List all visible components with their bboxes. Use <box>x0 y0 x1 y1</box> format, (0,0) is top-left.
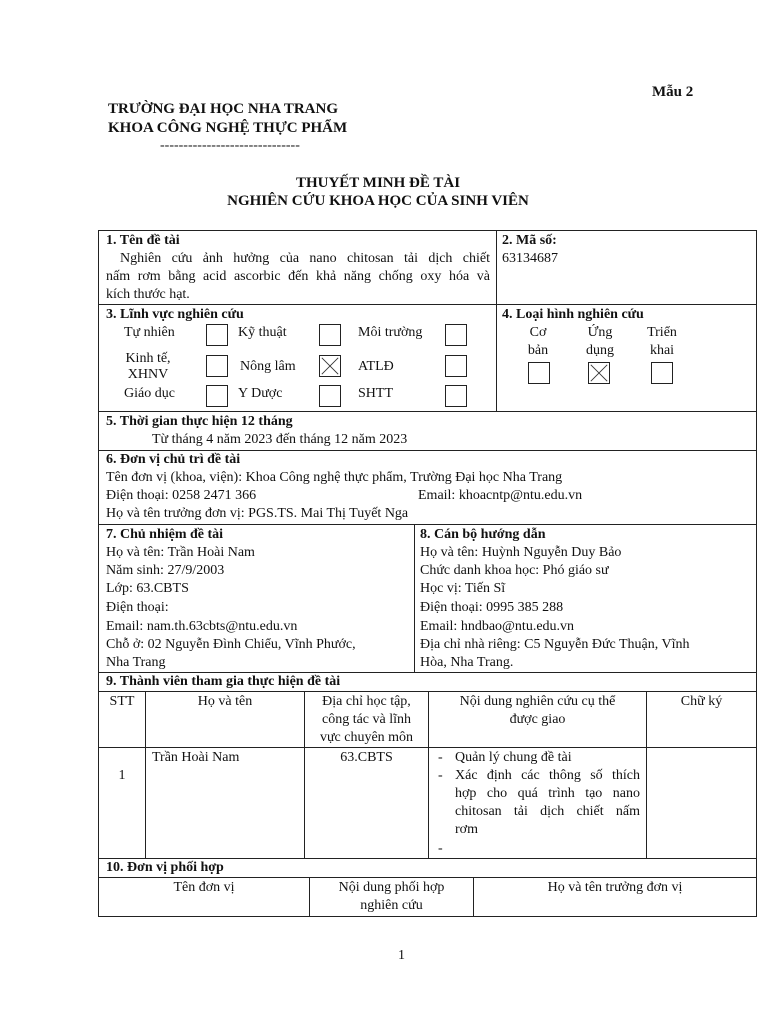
advisor-address-line1: Địa chỉ nhà riêng: C5 Nguyễn Đức Thuận, Vĩnh <box>420 637 690 652</box>
title-line2: NGHIÊN CỨU KHOA HỌC CỦA SINH VIÊN <box>227 193 529 209</box>
section-4-heading: 4. Loại hình nghiên cứu <box>502 307 644 322</box>
section-8-heading: 8. Cán bộ hướng dẫn <box>420 527 546 542</box>
member-stt: 1 <box>118 768 126 783</box>
section-2-heading: 2. Mã số: <box>502 233 557 248</box>
advisor-phone: Điện thoại: 0995 385 288 <box>420 600 564 615</box>
checkbox-shtt[interactable] <box>445 385 467 407</box>
field-label-ky-thuat: Kỹ thuật <box>238 325 287 340</box>
col-addr-label-1: Địa chỉ học tập, <box>322 694 411 709</box>
checkbox-moi-truong[interactable] <box>445 324 467 346</box>
leader-dob: Năm sinh: 27/9/2003 <box>106 563 225 578</box>
leader-address-line1: Chỗ ở: 02 Nguyễn Đình Chiểu, Vĩnh Phước, <box>106 637 356 652</box>
host-phone: Điện thoại: 0258 2471 366 <box>106 488 257 503</box>
member-addr: 63.CBTS <box>340 750 393 765</box>
field-label-moi-truong: Môi trường <box>358 325 423 340</box>
section-7-heading: 7. Chủ nhiệm đề tài <box>106 527 224 542</box>
section-1-heading: 1. Tên đề tài <box>106 233 180 248</box>
task-1: Quản lý chung đề tài <box>455 750 572 765</box>
checkbox-atld[interactable] <box>445 355 467 377</box>
type-label-ung-dung-2: dụng <box>586 343 614 358</box>
faculty-name: KHOA CÔNG NGHỆ THỰC PHẨM <box>108 120 348 136</box>
col-addr-label-3: vực chuyên môn <box>319 730 414 745</box>
topic-title-line2: nấm rơm bằng acid ascorbic đến khả năng chống oxy hóa và <box>106 269 490 284</box>
section-10-heading: 10. Đơn vị phối hợp <box>106 860 224 875</box>
form-code: Mẫu 2 <box>652 84 694 100</box>
task-2-line3: chitosan tải dịch chiết nấm <box>455 804 640 819</box>
advisor-address-line2: Hòa, Nha Trang. <box>420 655 514 670</box>
partner-col-content-1: Nội dung phối hợp <box>338 880 445 895</box>
col-addr-label-2: công tác và lĩnh <box>321 712 412 727</box>
section-3-heading: 3. Lĩnh vực nghiên cứu <box>106 307 244 322</box>
col-content-label-2: được giao <box>509 712 566 727</box>
duration-value: Từ tháng 4 năm 2023 đến tháng 12 năm 2023 <box>152 432 408 447</box>
leader-email: Email: nam.th.63cbts@ntu.edu.vn <box>106 619 298 634</box>
checkbox-ky-thuat[interactable] <box>319 324 341 346</box>
school-name: TRƯỜNG ĐẠI HỌC NHA TRANG <box>108 101 339 117</box>
field-label-tu-nhien: Tự nhiên <box>124 325 175 340</box>
type-label-ung-dung-1: Ứng <box>587 325 613 340</box>
field-label-kinh-te-line1: Kinh tế, <box>125 351 171 366</box>
task-bullet-2: - <box>438 768 443 783</box>
field-label-y-duoc: Y Dược <box>238 386 283 401</box>
host-head: Họ và tên trưởng đơn vị: PGS.TS. Mai Thị Tuyết Nga <box>106 506 409 521</box>
checkbox-y-duoc[interactable] <box>319 385 341 407</box>
task-2-line4: rơm <box>455 822 478 837</box>
task-bullet-1: - <box>438 750 443 765</box>
checkbox-nong-lam-checked[interactable] <box>319 355 341 377</box>
task-bullet-3: - <box>438 841 443 856</box>
field-label-nong-lam: Nông lâm <box>240 359 296 374</box>
col-stt-label: STT <box>109 694 135 709</box>
title-line1: THUYẾT MINH ĐỀ TÀI <box>295 175 461 191</box>
type-label-co-ban-1: Cơ <box>529 325 547 340</box>
col-name-label: Họ và tên <box>197 694 253 709</box>
host-unit: Tên đơn vị (khoa, viện): Khoa Công nghệ thực phẩm, Trường Đại học Nha Trang <box>106 470 563 485</box>
leader-address-line2: Nha Trang <box>106 655 166 670</box>
partner-col-unit: Tên đơn vị <box>173 880 235 895</box>
member-name: Trần Hoài Nam <box>152 750 240 765</box>
advisor-name: Họ và tên: Huỳnh Nguyễn Duy Bảo <box>420 545 622 560</box>
topic-title-line3: kích thước hạt. <box>106 287 190 302</box>
field-label-atld: ATLĐ <box>358 359 394 374</box>
partner-col-content-2: nghiên cứu <box>360 898 423 913</box>
page-number: 1 <box>398 948 405 963</box>
checkbox-trien-khai[interactable] <box>651 362 673 384</box>
leader-name: Họ và tên: Trần Hoài Nam <box>106 545 255 560</box>
partner-col-head: Họ và tên trưởng đơn vị <box>547 880 683 895</box>
checkbox-kinh-te[interactable] <box>206 355 228 377</box>
separator: ------------------------------ <box>160 138 300 153</box>
check-cross-icon <box>320 356 340 376</box>
section-5-heading: 5. Thời gian thực hiện 12 tháng <box>106 414 293 429</box>
member-row-stt <box>98 747 146 859</box>
checkbox-giao-duc[interactable] <box>206 385 228 407</box>
field-label-kinh-te-line2: XHNV <box>127 367 169 382</box>
project-code: 63134687 <box>502 251 558 266</box>
type-label-trien-khai-2: khai <box>649 343 675 358</box>
section-9-heading: 9. Thành viên tham gia thực hiện đề tài <box>106 674 341 689</box>
col-content-label-1: Nội dung nghiên cứu cụ thể <box>459 694 616 709</box>
checkbox-tu-nhien[interactable] <box>206 324 228 346</box>
advisor-title: Chức danh khoa học: Phó giáo sư <box>420 563 609 578</box>
section-6-heading: 6. Đơn vị chủ trì đề tài <box>106 452 241 467</box>
host-email: Email: khoacntp@ntu.edu.vn <box>418 488 583 503</box>
field-label-shtt: SHTT <box>358 386 393 401</box>
col-sign-label: Chữ ký <box>680 694 723 709</box>
field-label-giao-duc: Giáo dục <box>124 386 175 401</box>
advisor-email: Email: hndbao@ntu.edu.vn <box>420 619 575 634</box>
task-2-line1: Xác định các thông số thích <box>455 768 640 783</box>
leader-class: Lớp: 63.CBTS <box>106 581 189 596</box>
leader-phone: Điện thoại: <box>106 600 169 615</box>
check-cross-icon <box>589 363 609 383</box>
advisor-degree: Học vị: Tiến Sĩ <box>420 581 506 596</box>
task-2-line2: hợp cho quá trình tạo nano <box>455 786 640 801</box>
checkbox-co-ban[interactable] <box>528 362 550 384</box>
member-row-sign <box>646 747 757 859</box>
type-label-trien-khai-1: Triển <box>647 325 677 340</box>
type-label-co-ban-2: bản <box>527 343 549 358</box>
topic-title-line1: Nghiên cứu ảnh hưởng của nano chitosan tải dịch chiết <box>120 251 490 266</box>
checkbox-ung-dung-checked[interactable] <box>588 362 610 384</box>
